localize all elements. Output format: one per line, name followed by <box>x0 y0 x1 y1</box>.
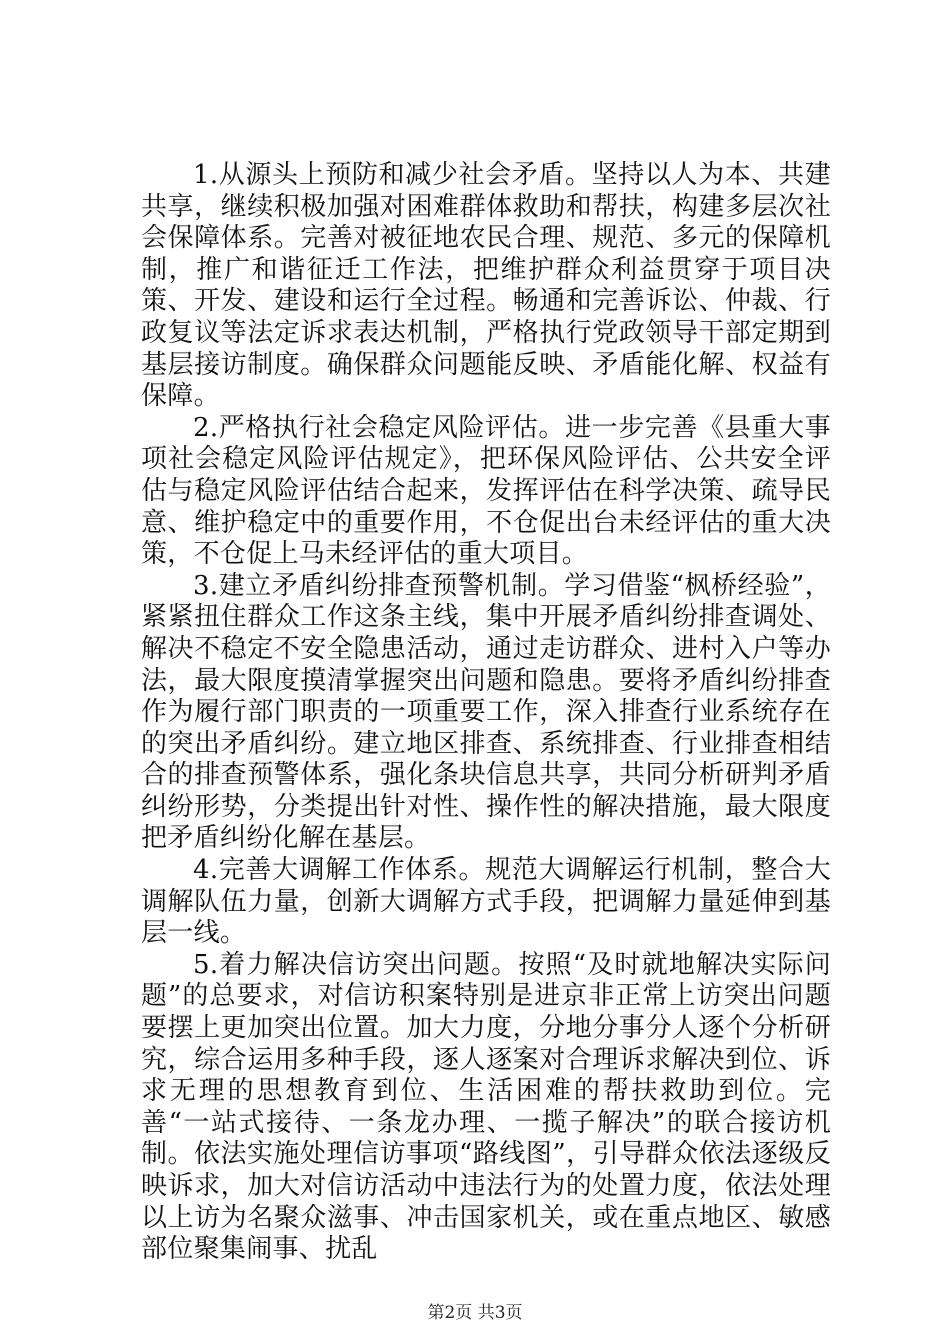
page-number-footer: 第2页 共3页 <box>427 1303 523 1323</box>
paragraph-1: 1.从源头上预防和减少社会矛盾。坚持以人为本、共建共享，继续积极加强对困难群体救助和帮扶，构建多层次社会保障体系。完善对被征地农民合理、规范、多元的保障机制，推广和谐征迁工作法，把维护群众利益贯穿于项目决策、开发、建设和运行全过程。畅通和完善诉讼、仲裁、行政复议等法定诉求表达机制，严格执行党政领导干部定期到基层接访制度。确保群众问题能反映、矛盾能化解、权益有保障。 <box>141 160 831 412</box>
paragraph-4: 4.完善大调解工作体系。规范大调解运行机制，整合大调解队伍力量，创新大调解方式手段，把调解力量延伸到基层一线。 <box>141 855 831 949</box>
document-body <box>141 160 831 1266</box>
paragraph-2: 2.严格执行社会稳定风险评估。进一步完善《县重大事项社会稳定风险评估规定》，把环保风险评估、公共安全评估与稳定风险评估结合起来，发挥评估在科学决策、疏导民意、维护稳定中的重要作用，不仓促出台未经评估的重大决策，不仓促上马未经评估的重大项目。 <box>141 412 831 570</box>
paragraph-3: 3.建立矛盾纠纷排查预警机制。学习借鉴“枫桥经验”，紧紧扭住群众工作这条主线，集中开展矛盾纠纷排查调处、解决不稳定不安全隐患活动，通过走访群众、进村入户等办法，最大限度摸清掌握突出问题和隐患。要将矛盾纠纷排查作为履行部门职责的一项重要工作，深入排查行业系统存在的突出矛盾纠纷。建立地区排查、系统排查、行业排查相结合的排查预警体系，强化条块信息共享，共同分析研判矛盾纠纷形势，分类提出针对性、操作性的解决措施，最大限度把矛盾纠纷化解在基层。 <box>141 570 831 854</box>
paragraph-5: 5.着力解决信访突出问题。按照“及时就地解决实际问题”的总要求，对信访积案特别是进京非正常上访突出问题要摆上更加突出位置。加大力度，分地分事分人逐个分析研究，综合运用多种手段，逐人逐案对合理诉求解决到位、诉求无理的思想教育到位、生活困难的帮扶救助到位。完善“一站式接待、一条龙办理、一揽子解决”的联合接访机制。依法实施处理信访事项“路线图”，引导群众依法逐级反映诉求，加大对信访活动中违法行为的处置力度，依法处理以上访为名聚众滋事、冲击国家机关，或在重点地区、敏感部位聚集闹事、扰乱 <box>141 949 831 1265</box>
